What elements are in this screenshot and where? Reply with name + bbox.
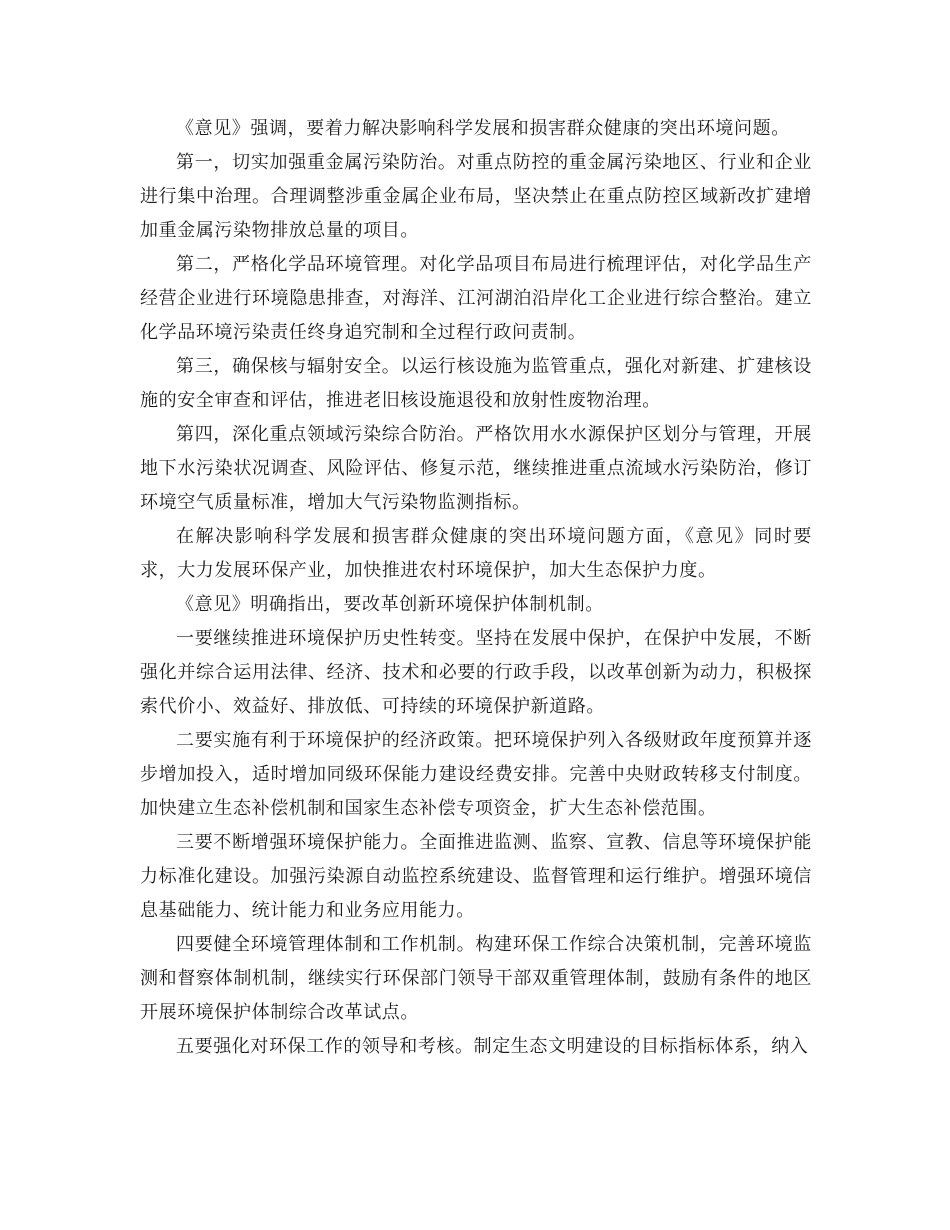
paragraph-reform-intro: 《意见》明确指出，要改革创新环境保护体制机制。 — [176, 594, 604, 615]
paragraph-reform-one: 一要继续推进环境保护历史性转变。坚持在发展中保护，在保护中发展，不断强化并综合运用法律、经济、技术和必要的行政手段，以改革创新为动力，积极探索代价小、效益好、排放低、可持续的环境保护新道路。 — [140, 628, 812, 717]
paragraph-reform-five: 五要强化对环保工作的领导和考核。制定生态文明建设的目标指标体系，纳入 — [176, 1036, 809, 1057]
paragraph-chemicals: 第二，严格化学品环境管理。对化学品项目布局进行梳理评估，对化学品生产经营企业进行环境隐患排查，对海洋、江河湖泊沿岸化工企业进行综合整治。建立化学品环境污染责任终身追究制和全过程行政问责制。 — [140, 254, 812, 343]
paragraph-key-areas: 第四，深化重点领域污染综合防治。严格饮用水水源保护区划分与管理，开展地下水污染状况调查、风险评估、修复示范，继续推进重点流域水污染防治，修订环境空气质量标准，增加大气污染物监测指标。 — [140, 424, 812, 513]
paragraph-reform-four: 四要健全环境管理体制和工作机制。构建环保工作综合决策机制，完善环境监测和督察体制机制，继续实行环保部门领导干部双重管理体制，鼓励有条件的地区开展环境保护体制综合改革试点。 — [140, 934, 812, 1023]
paragraph-opinion-emphasis: 《意见》强调，要着力解决影响科学发展和损害群众健康的突出环境问题。 — [176, 118, 790, 139]
paragraph-reform-three: 三要不断增强环境保护能力。全面推进监测、监察、宣教、信息等环境保护能力标准化建设。加强污染源自动监控系统建设、监督管理和运行维护。增强环境信息基础能力、统计能力和业务应用能力。 — [140, 832, 812, 921]
paragraph-reform-two: 二要实施有利于环境保护的经济政策。把环境保护列入各级财政年度预算并逐步增加投入，适时增加同级环保能力建设经费安排。完善中央财政转移支付制度。加快建立生态补偿机制和国家生态补偿专项资金，扩大生态补偿范围。 — [140, 730, 812, 819]
document-body — [140, 112, 812, 1064]
paragraph-heavy-metal: 第一，切实加强重金属污染防治。对重点防控的重金属污染地区、行业和企业进行集中治理。合理调整涉重金属企业布局，坚决禁止在重点防控区域新改扩建增加重金属污染物排放总量的项目。 — [140, 152, 812, 241]
paragraph-nuclear-safety: 第三，确保核与辐射安全。以运行核设施为监管重点，强化对新建、扩建核设施的安全审查和评估，推进老旧核设施退役和放射性废物治理。 — [140, 356, 812, 411]
paragraph-other-requirements: 在解决影响科学发展和损害群众健康的突出环境问题方面，《意见》同时要求，大力发展环保产业，加快推进农村环境保护，加大生态保护力度。 — [140, 526, 812, 581]
